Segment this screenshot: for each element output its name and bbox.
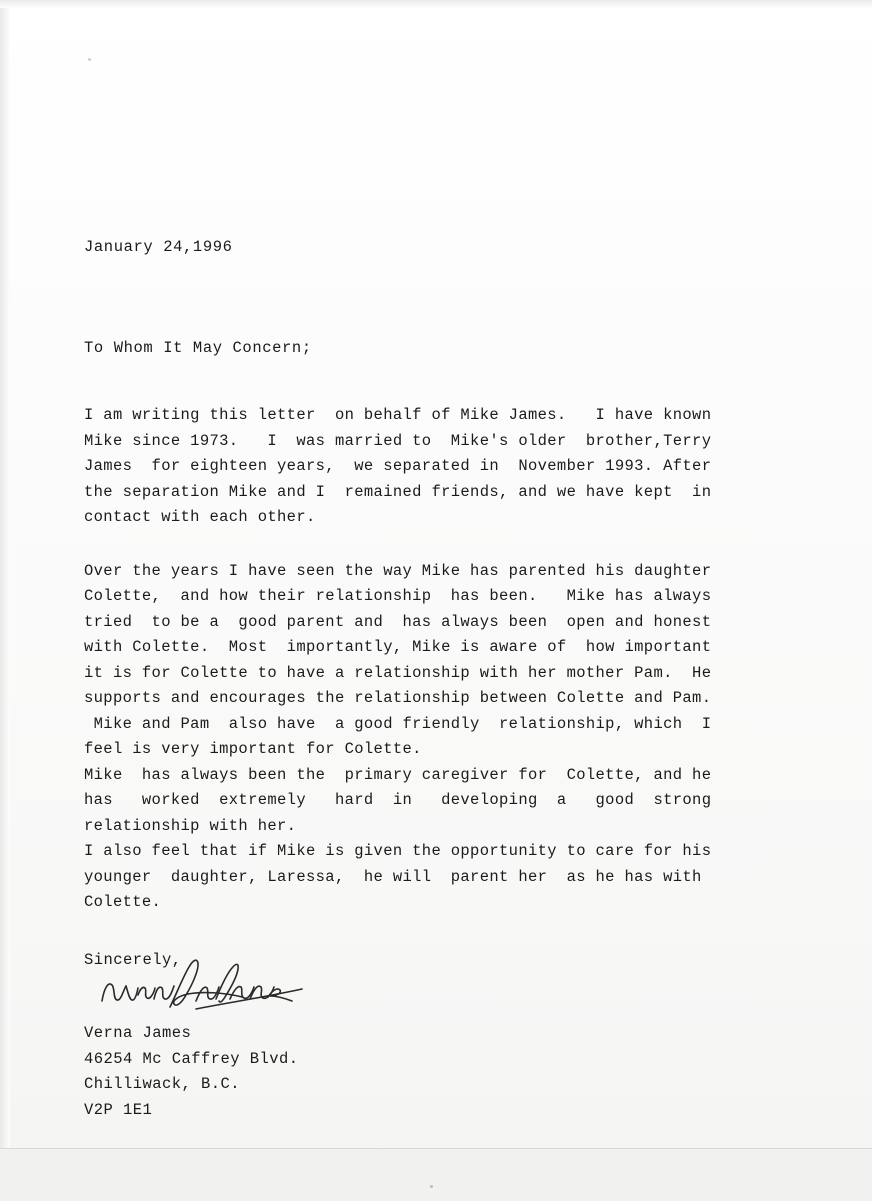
paragraph-line: I am writing this letter on behalf of Mike James. I have known	[84, 406, 712, 425]
paragraph-line: it is for Colette to have a relationship with her mother Pam. He	[84, 663, 712, 682]
scan-speck	[88, 58, 91, 61]
paragraph-line: I also feel that if Mike is given the opportunity to care for his	[84, 842, 712, 861]
salutation: To Whom It May Concern;	[84, 339, 312, 358]
signature-area	[84, 973, 764, 1019]
paragraph-line: contact with each other.	[84, 508, 316, 527]
paragraph-line: James for eighteen years, we separated in November 1993. After	[84, 457, 712, 476]
letter-paragraphs	[84, 403, 764, 916]
closing-line: Sincerely,	[84, 950, 182, 969]
paragraph-line: Colette, and how their relationship has been. Mike has always	[84, 587, 712, 606]
closing-block	[84, 948, 764, 1020]
paragraph-2	[84, 559, 764, 916]
paragraph-line: tried to be a good parent and has always been open and honest	[84, 612, 712, 631]
paragraph-line: the separation Mike and I remained friends, and we have kept in	[84, 482, 712, 501]
paragraph-line: feel is very important for Colette.	[84, 740, 422, 759]
paragraph-line: supports and encourages the relationship between Colette and Pam.	[84, 689, 712, 708]
paragraph-line: younger daughter, Laressa, he will parent her as he has with	[84, 867, 702, 886]
scan-bottom-band	[0, 1148, 872, 1201]
scan-edge-left	[0, 0, 10, 1200]
signature-name: Verna James	[84, 1024, 192, 1043]
paragraph-line: Over the years I have seen the way Mike has parented his daughter	[84, 561, 712, 580]
address-street: 46254 Mc Caffrey Blvd.	[84, 1049, 299, 1068]
sender-address-block	[84, 1021, 764, 1123]
paragraph-line: relationship with her.	[84, 816, 297, 835]
address-postal-code: V2P 1E1	[84, 1100, 153, 1119]
scan-edge-top	[0, 0, 872, 8]
paragraph-line: Mike since 1973. I was married to Mike's older brother,Terry	[84, 431, 712, 450]
paragraph-line: has worked extremely hard in developing a good strong	[84, 791, 712, 810]
letter-body	[84, 236, 764, 1123]
paragraph-line: Mike has always been the primary caregiver for Colette, and he	[84, 765, 712, 784]
scan-speck	[430, 1185, 433, 1188]
paragraph-line: with Colette. Most importantly, Mike is aware of how important	[84, 638, 712, 657]
address-city: Chilliwack, B.C.	[84, 1075, 241, 1094]
paragraph-line: Colette.	[84, 893, 162, 912]
date-line: January 24,1996	[84, 238, 233, 256]
paragraph-line: Mike and Pam also have a good friendly relationship, which I	[84, 714, 712, 733]
paragraph-1	[84, 403, 764, 531]
